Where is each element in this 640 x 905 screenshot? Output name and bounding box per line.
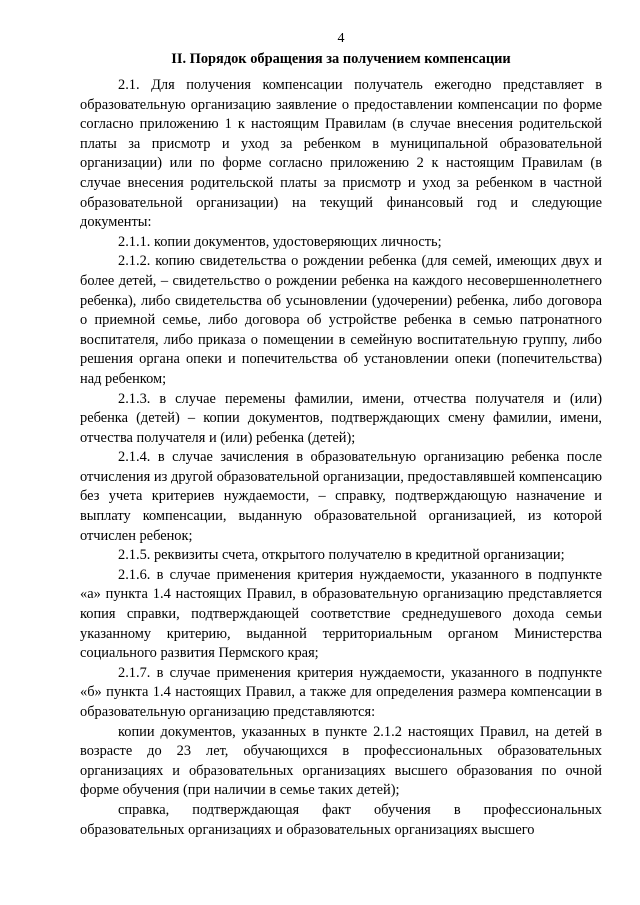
paragraph-study-certificate: справка, подтверждающая факт обучения в профессиональных образовательных организациях и образовательных организациях высшего (80, 801, 602, 838)
paragraph-2-1: 2.1. Для получения компенсации получатель ежегодно представляет в образовательную организацию заявление о предоставлении компенсации по форме согласно приложению 1 к настоящим Правилам (в случае внесения родительской платы за присмотр и уход за ребенком в муниципальной образовательной организации) или по форме согласно приложению 2 к настоящим Правилам (в случае внесения родительской платы за присмотр и уход за ребенком в частной образовательной организации) на текущий финансовый год и следующие документы: (80, 77, 602, 231)
paragraph-2-1-1: 2.1.1. копии документов, удостоверяющих личность; (118, 233, 442, 250)
paragraph-2-1-4: 2.1.4. в случае зачисления в образовательную организацию ребенка после отчисления из другой образовательной организации, предоставлявшей компенсацию без учета критериев нуждаемости, – справку, подтверждающую назначение и выплату компенсации, выданную образовательной организацией, из которой отчислен ребенок; (80, 449, 602, 544)
paragraph-2-1-3: 2.1.3. в случае перемены фамилии, имени, отчества получателя и (или) ребенка (детей) – копии документов, подтверждающих смену фамилии, имени, отчества получателя и (или) ребенка (детей); (80, 390, 602, 446)
paragraph-2-1-6: 2.1.6. в случае применения критерия нуждаемости, указанного в подпункте «а» пункта 1.4 настоящих Правил, в образовательную организацию представляется копия справки, подтверждающей соответствие среднедушевого дохода семьи указанному критерию, выданной территориальным органом Министерства социального развития Пермского края; (80, 566, 602, 662)
paragraph-2-1-2: 2.1.2. копию свидетельства о рождении ребенка (для семей, имеющих двух и более детей, – свидетельство о рождении ребенка на каждого несовершеннолетнего ребенка), либо свидетельства об усыновлении (удочерении) ребенка, либо договора о приемной семье, либо договора об устройстве ребенка в семью патронатного воспитателя, либо приказа о помещении в семейную воспитательную группу, либо решения органа опеки и попечительства об установлении опеки (попечительства) над ребенком; (80, 253, 602, 387)
paragraph-2-1-5: 2.1.5. реквизиты счета, открытого получателю в кредитной организации; (118, 547, 565, 564)
paragraph-document-copies: копии документов, указанных в пункте 2.1.2 настоящих Правил, на детей в возрасте до 23 лет, обучающихся в профессиональных образовательных организациях и образовательных организациях высшего образования по очной форме обучения (при наличии в семье таких детей); (80, 723, 602, 799)
section-title: II. Порядок обращения за получением компенсации (171, 51, 511, 67)
paragraph-2-1-7: 2.1.7. в случае применения критерия нуждаемости, указанного в подпункте «б» пункта 1.4 настоящих Правил, а также для определения размера компенсации в образовательную организацию представляются: (80, 664, 602, 720)
page-number: 4 (337, 31, 345, 46)
